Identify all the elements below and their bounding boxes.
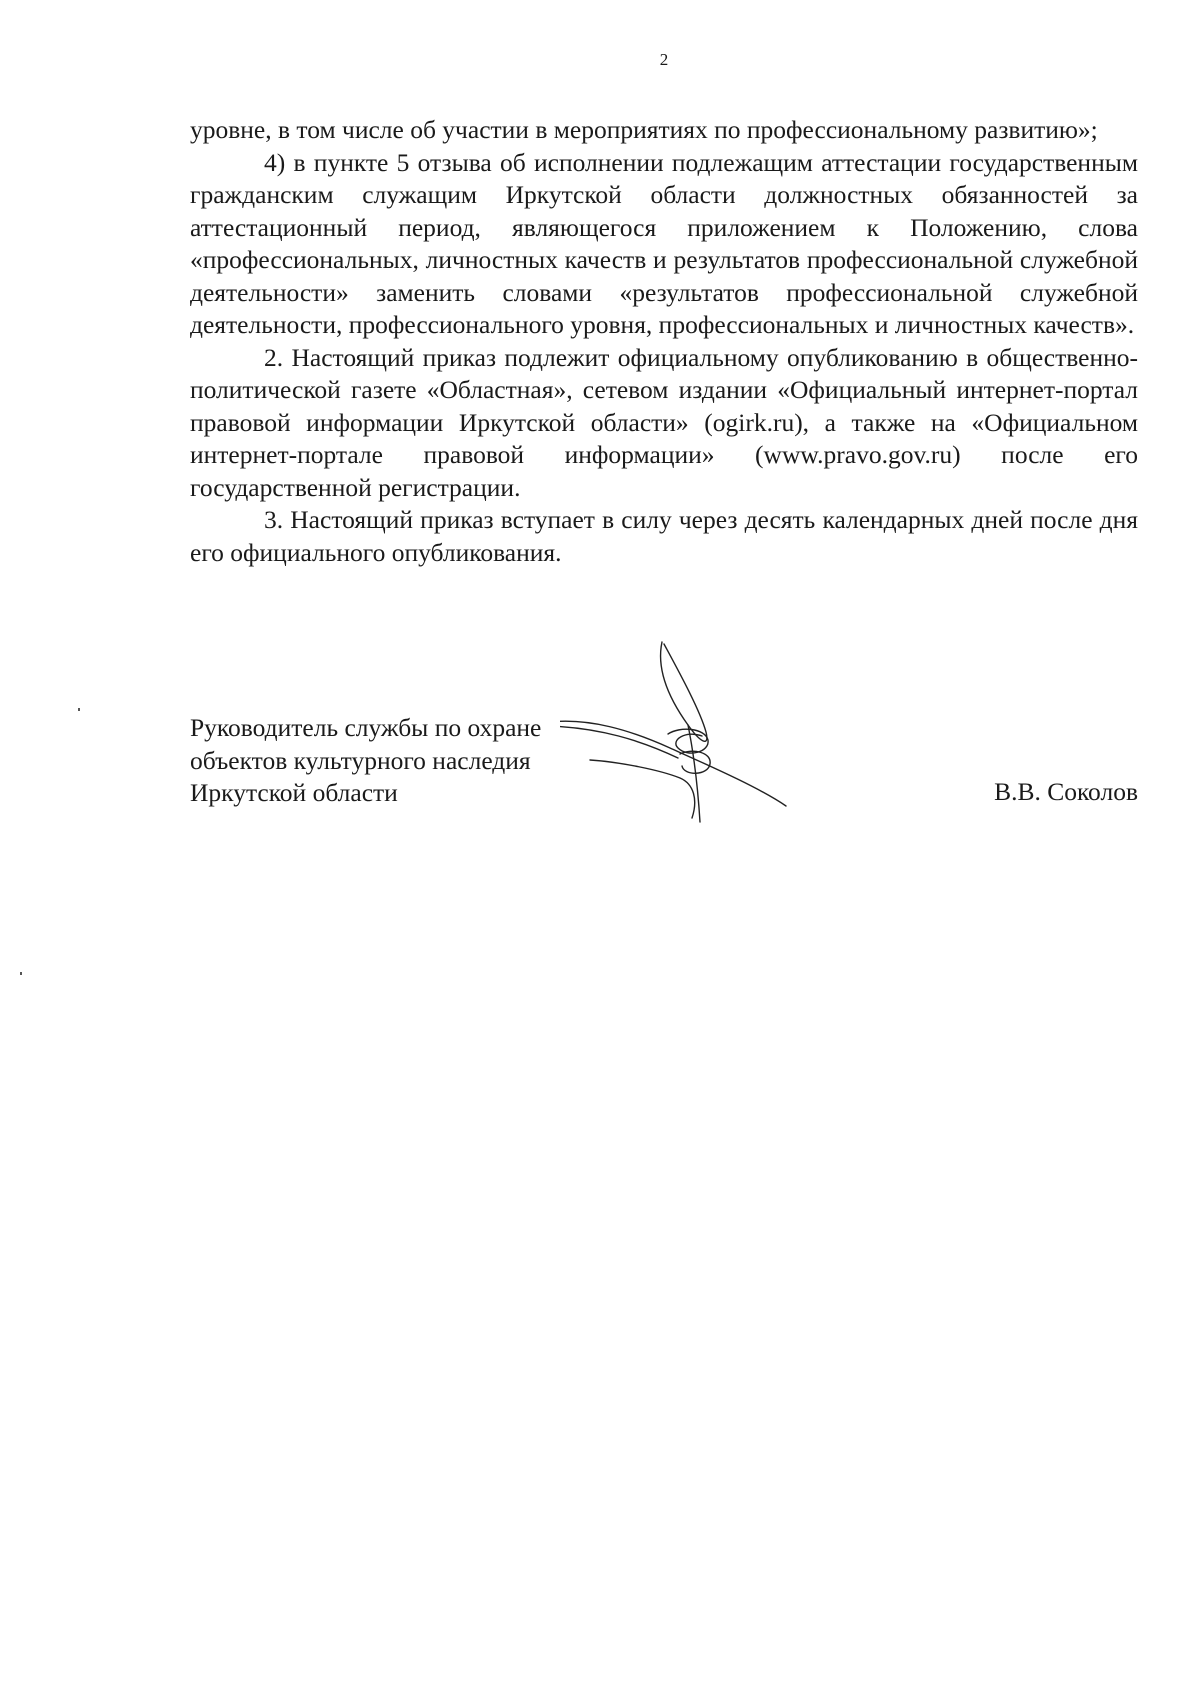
signer-position-line: Иркутской области <box>190 778 398 807</box>
scan-speck <box>78 708 80 711</box>
document-body <box>190 114 1138 569</box>
paragraph-continuation: уровне, в том числе об участии в мероприятиях по профессиональному развитию»; <box>190 115 1098 144</box>
paragraph-publication: 2. Настоящий приказ подлежит официальному опубликованию в общественно-политической газете «Областная», сетевом издании «Официальный интернет-портал правовой информации Иркутской области» (ogirk.ru), а также на «Официальном интернет-портале правовой информации» (www.pravo.gov.ru) после его государственной регистрации. <box>190 342 1138 502</box>
paragraph-effective-date: 3. Настоящий приказ вступает в силу через десять календарных дней после дня его официального опубликования. <box>190 505 1138 567</box>
handwritten-signature <box>560 630 860 850</box>
signer-name: В.В. Соколов <box>994 777 1138 806</box>
signer-position-line: Руководитель службы по охране <box>190 713 542 742</box>
paragraph-item-4: 4) в пункте 5 отзыва об исполнении подлежащим аттестации государственным гражданским служащим Иркутской области должностных обязанностей за аттестационный период, являющегося приложением к Положению, слова «профессиональных, личностных качеств и результатов профессиональной служебной деятельности» заменить словами «результатов профессиональной служебной деятельности, профессионального уровня, профессиональных и личностных качеств». <box>190 147 1138 339</box>
signer-position-line: объектов культурного наследия <box>190 745 531 775</box>
page-number: 2 <box>659 50 669 69</box>
signer-position <box>190 712 541 810</box>
scan-speck <box>20 972 22 975</box>
